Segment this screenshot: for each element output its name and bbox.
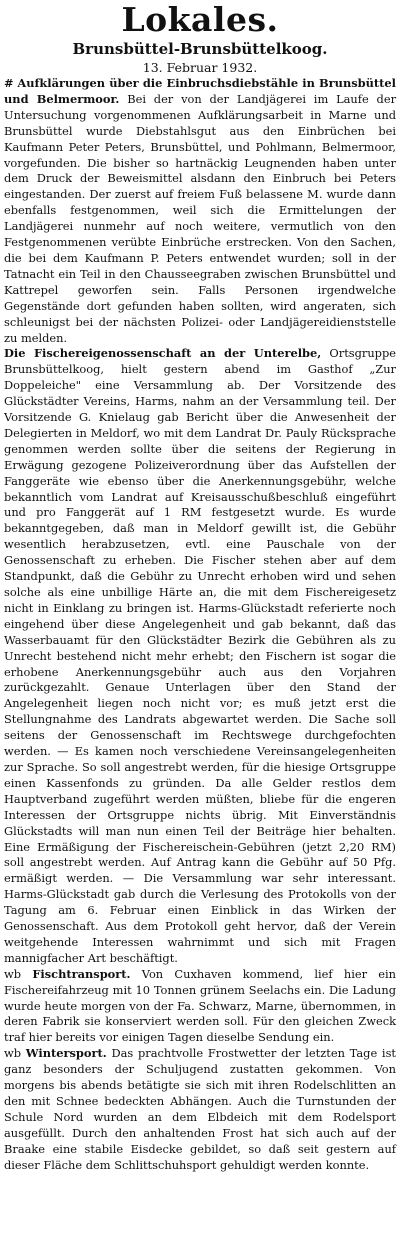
article-body: Von Cuxhaven kommend, lief hier ein Fischereifahrzeug mit 10 Tonnen grünem Seelachs ein. Die Ladung wurde heute morgen von der Fa. Schwarz, Marne, übernommen, in deren Fabrik sie konserviert werden soll. Für den gleichen Zweck traf hier bereits vor einigen Tagen dieselbe Sendung ein. <box>4 966 397 1045</box>
article-headline: Wintersport. <box>25 1046 107 1061</box>
article-body: Das prachtvolle Frostwetter der letzten Tage ist ganz besonders der Schuljugend zustatten gekommen. Von morgens bis abends betätigte sie sich mit ihren Rodelschlitten an den mit Schnee bedeckten Abhängen. Auch die Turnstunden der Schule Nord wurden an dem Elbdeich mit dem Rodelsport ausgefüllt. Durch den anhaltenden Frost hat sich auch auf der Braake eine stabile Eisdecke gebildet, so daß seit gestern auf dieser Fläche dem Schlittschuhsport gehuldigt werden konnte. <box>4 1046 396 1172</box>
article-headline: Fischtransport. <box>32 966 131 981</box>
article-winter-sport <box>4 1046 396 1173</box>
article-burglaries <box>4 76 396 346</box>
place-heading: Brunsbüttel-Brunsbüttelkoog. <box>72 40 328 58</box>
article-marker: # <box>4 76 14 90</box>
article-body: Bei der von der Landjägerei im Laufe der Untersuchung vorgenommenen Aufklärungsarbeit in Marne und Brunsbüttel wurde Diebstahlsgut aus den Einbrüchen bei Kaufmann Peter Peters, Brunsbüttel, und Pohlmann, Belmermoor, vorgefunden. Die bisher so hartnäckig Leugnenden haben unter dem Druck der Beweismittel alsdann den Einbruch bei Peters eingestanden. Der zuerst auf freiem Fuß belassene M. wurde dann ebenfalls festgenommen, weil sich die Ermittelungen der Landjägerei nunmehr auf noch weitere, vermutlich von den Festgenommenen verübte Einbrüche erstrecken. Von den Sachen, die bei dem Kaufmann P. Peters entwendet wurden; soll in der Tatnacht ein Teil in den Chausseegraben zwischen Brunsbüttel und Kattrepel geworfen sein. Falls Personen irgendwelche Gegenstände dort gefunden haben sollten, wird angeraten, sich schleunigst bei der nächsten Polizei- oder Landjägereidienststelle zu melden. <box>4 91 397 345</box>
article-fishery-cooperative <box>4 346 396 966</box>
article-fish-transport <box>4 967 396 1047</box>
dateline: 13. Februar 1932. <box>142 60 258 75</box>
article-marker: wb <box>4 966 22 981</box>
article-headline: Die Fischereigenossenschaft an der Unterelbe, <box>4 346 322 361</box>
article-marker: wb <box>4 1046 22 1061</box>
section-title: Lokales. <box>121 0 279 39</box>
article-body: Ortsgruppe Brunsbüttelkoog, hielt gestern abend im Gasthof „Zur Doppeleiche" eine Versammlung ab. Der Vorsitzende des Glückstädter Vereins, Harms, nahm an der Versammlung teil. Der Vorsitzende G. Knielaug gab Bericht über die Anwesenheit der Delegierten in Meldorf, wo mit dem Landrat Dr. Pauly Rücksprache genommen werden sollte über die seitens der Regierung in Erwägung gezogene Polizeiverordnung über das Aufstellen der Fanggeräte wie ebenso über die Anerkennungsgebühr, welche bekanntlich vom Landrat auf Kreisausschußbeschluß eingeführt und pro Fanggerät auf 1 RM festgesetzt wurde. Es wurde bekanntgegeben, daß man in Meldorf gewillt ist, die Gebühr wesentlich herabzusetzen, evtl. eine Pauschale von der Genossenschaft zu erheben. Die Fischer stehen aber auf dem Standpunkt, daß die Gebühr zu Unrecht erhoben wird und sehen solche als eine unbillige Härte an, die mit dem Fischereigesetz nicht in Einklang zu bringen ist. Harms-Glückstadt referierte noch eingehend über diese Angelegenheit und gab bekannt, daß das Wasserbauamt für den Glückstädter Bezirk die Gebühren als zu Unrecht bestehend nicht mehr erhebt; den Fischern ist sogar die erhobene Anerkennungsgebühr auch aus den Vorjahren zurückgezahlt. Genaue Unterlagen über den Stand der Angelegenheit liegen noch nicht vor; es muß jetzt erst die Stellungnahme des Landrats abgewartet werden. Die Sache soll seitens der Genossenschaft im Rechtswege durchgefochten werden. — Es kamen noch verschiedene Vereinsangelegenheiten zur Sprache. So soll angestrebt werden, für die hiesige Ortsgruppe einen Kassenfonds zu gründen. Da alle Gelder restlos dem Hauptverband zugeführt werden müßten, bliebe für die engeren Interessen der Ortsgruppe nichts übrig. Mit Einverständnis Glückstadts will man nun einen Teil der Beiträge hier behalten. Eine Ermäßigung der Fischereischein-Gebühren (jetzt 2,20 RM) soll angestrebt werden. Auf Antrag kann die Gebühr auf 50 Pfg. ermäßigt werden. — Die Versammlung war sehr interessant. Harms-Glückstadt gab durch die Verlesung des Protokolls von der Tagung am 6. Februar einen Einblick in das Wirken der Genossenschaft. Aus dem Protokoll geht hervor, daß der Verein weitgehende Interessen wahrnimmt und sich mit Fragen mannigfacher Art beschäftigt. <box>4 346 397 965</box>
article-headline: Aufklärungen über die Einbruchsdiebstähle in Brunsbüttel und Belmermoor. <box>4 76 396 106</box>
